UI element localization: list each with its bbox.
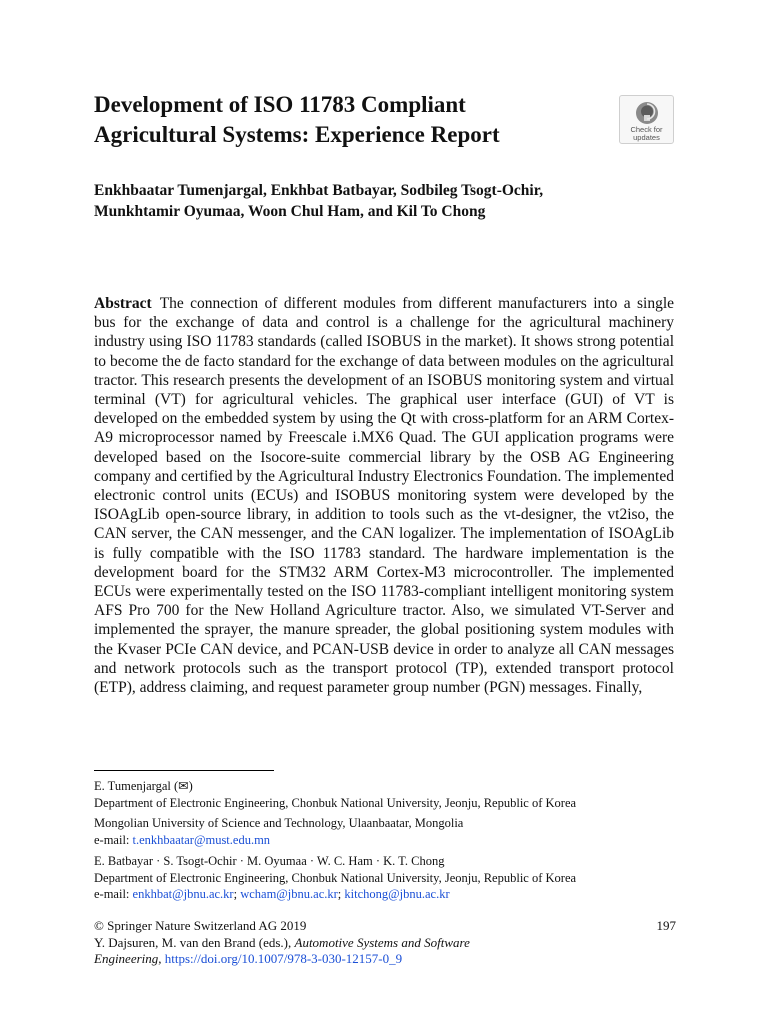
copyright-block bbox=[94, 918, 676, 968]
footnote-rule bbox=[94, 770, 274, 771]
citation-line-2 bbox=[94, 951, 676, 968]
footnote-corresponding-author bbox=[94, 778, 684, 811]
doi-link[interactable]: https://doi.org/10.1007/978-3-030-12157-0_9 bbox=[164, 951, 403, 966]
footnote-affiliation-1: Department of Electronic Engineering, Chonbuk National University, Jeonju, Republic of Korea bbox=[94, 795, 577, 810]
email-link-batbayar[interactable]: enkhbat@jbnu.ac.kr bbox=[132, 887, 234, 901]
check-for-updates-icon bbox=[635, 101, 659, 125]
author-line-2: Munkhtamir Oyumaa, Woon Chul Ham, and Kil To Chong bbox=[94, 203, 486, 220]
book-editors: Y. Dajsuren, M. van den Brand (eds.), bbox=[94, 934, 295, 950]
copyright-line: © Springer Nature Switzerland AG 2019 bbox=[94, 918, 307, 933]
abstract bbox=[94, 294, 674, 697]
email-link-ham[interactable]: wcham@jbnu.ac.kr bbox=[240, 887, 338, 901]
footnote-coauthor-names: E. Batbayar · S. Tsogt-Ochir · M. Oyumaa · W. C. Ham · K. T. Chong bbox=[94, 854, 445, 868]
citation-separator: , bbox=[158, 951, 165, 966]
mail-icon: ✉ bbox=[178, 779, 189, 793]
footnote-author-close: ) bbox=[188, 779, 193, 793]
footnote-author-line bbox=[94, 778, 684, 795]
page-number: 197 bbox=[656, 918, 676, 933]
paper-title-line-2: Agricultural Systems: Experience Report bbox=[94, 122, 500, 147]
book-title-part-2: Engineering bbox=[94, 951, 159, 966]
email-link-tumenjargal[interactable]: t.enkhbaatar@must.edu.mn bbox=[132, 832, 271, 847]
footnote-second-affiliation bbox=[94, 815, 684, 848]
footnote-coauthors bbox=[94, 853, 684, 903]
footnote-email-line-1 bbox=[94, 832, 684, 849]
book-title-part-1: Automotive Systems and Software bbox=[294, 934, 470, 950]
email-prefix: e-mail: bbox=[94, 887, 133, 901]
check-for-updates-badge[interactable] bbox=[619, 95, 674, 144]
email-prefix: e-mail: bbox=[94, 832, 133, 847]
badge-line-1: Check for bbox=[630, 125, 663, 134]
footnote-author-name: E. Tumenjargal ( bbox=[94, 779, 179, 793]
email-separator: ; bbox=[233, 887, 241, 901]
check-for-updates-label bbox=[620, 126, 673, 142]
paper-title-line-1: Development of ISO 11783 Compliant bbox=[94, 92, 466, 117]
footnote-affiliation-2: Mongolian University of Science and Technology, Ulaanbaatar, Mongolia bbox=[94, 816, 464, 830]
email-link-chong[interactable]: kitchong@jbnu.ac.kr bbox=[344, 887, 450, 901]
badge-line-2: updates bbox=[633, 133, 660, 142]
abstract-label: Abstract bbox=[94, 295, 152, 312]
footnote-affiliation-3: Department of Electronic Engineering, Chonbuk National University, Jeonju, Republic of Korea bbox=[94, 870, 577, 885]
paper-title bbox=[94, 90, 594, 150]
abstract-text: The connection of different modules from different manufacturers into a single bus for the exchange of data and control is a challenge for the agricultural machinery industry using ISO 11783 standards (called ISOBUS in the market). It shows strong potential to become the de facto standard for the exchange of data between modules on the agricultural tractor. This research presents the development of an ISOBUS monitoring system and virtual terminal (VT) for agricultural vehicles. The graphical user interface (GUI) of VT is developed on the embedded system by using the Qt with cross-platform for an ARM Cortex-A9 microprocessor named by Freescale i.MX6 Quad. The GUI application programs were developed based on the Isocore-suite commercial library by the OSB AG Engineering company and certified by the Agricultural Industry Electronics Foundation. The implemented electronic control units (ECUs) and ISOBUS monitoring system were developed by the ISOAgLib open-source library, in addition to tools such as the vt-designer, the vt2iso, the CAN server, the CAN messenger, and the CAN logalizer. The implementation of ISOAgLib is fully compatible with the ISO 11783 standard. The hardware implementation is the development board for the STM32 ARM Cortex-M3 microcontroller. The implemented ECUs were experimentally tested on the ISO 11783-compliant intelligent monitoring system AFS Pro 700 for the New Holland Agriculture tractor. Also, we simulated VT-Server and implemented the sprayer, the manure spreader, the global positioning system modules with the Kvaser PCIe CAN device, and PCAN-USB device in order to analyze all CAN messages and network protocols such as the transport protocol (TP), extended transport protocol (ETP), address claiming, and request parameter group number (PGN) messages. Finally, bbox=[94, 295, 674, 697]
author-line-1: Enkhbaatar Tumenjargal, Enkhbat Batbayar, Sodbileg Tsogt-Ochir, bbox=[94, 182, 544, 199]
footnote-email-line-2 bbox=[94, 886, 684, 903]
author-list bbox=[94, 180, 654, 222]
email-separator: ; bbox=[337, 887, 345, 901]
citation-line-1 bbox=[94, 935, 676, 952]
